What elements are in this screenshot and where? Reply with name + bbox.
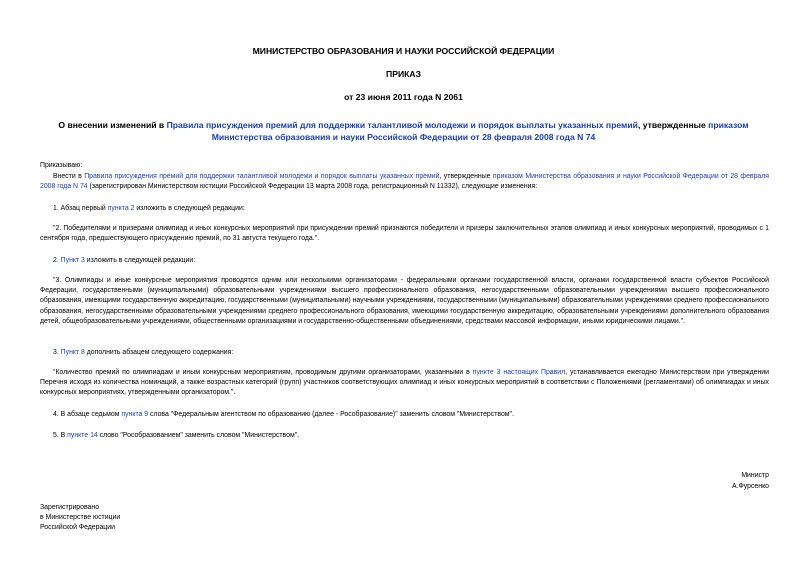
item-text: слово "Рособразованием" заменить словом "Министерством". (97, 432, 300, 439)
item-text: 1. Абзац первый (53, 205, 108, 212)
title-text: , утвержденные (637, 120, 709, 130)
quote-1: "2. Победителями и призерами олимпиад и иных конкурсных мероприятий при присуждении премий признаются победители и призеры заключительных этапов олимпиад и иных конкурсных мероприятий, проводимых с 1 сентября года, предшествующего присуждению премий, по 31 августа текущего года.". (40, 225, 769, 243)
item-text: слова "Федеральным агентством по образованию (далее - Рособразование)" заменить словом "Министерством". (148, 411, 514, 418)
signature-position: Министр (741, 472, 769, 479)
item-4 (53, 410, 514, 420)
item-1 (53, 204, 245, 214)
title-text: О внесении изменений в (58, 120, 167, 130)
item-4-link[interactable]: пункта 9 (121, 411, 149, 418)
item-text: дополнить абзацем следующего содержания: (84, 349, 234, 356)
intro-paragraph (40, 172, 769, 192)
item-text: изложить в следующей редакции: (84, 257, 196, 264)
item-3-link[interactable]: Пункт 8 (60, 349, 85, 356)
item-text: 5. В (53, 432, 68, 439)
item-5-link[interactable]: пункте 14 (67, 432, 98, 439)
quote-text: , устанавливается ежегодно Министерством при утверждении Перечня исходя из количества номинаций, а также возрастных категорий (групп) участников соответствующих олимпиад и иных конкурсных мероприятий в соответствии с Положениями (регламентами) об олимпиадах и иных конкурсных мероприятиях, утвержденными организатором.". (40, 369, 770, 397)
item-text: 4. В абзаце седьмом (53, 411, 122, 418)
ministry-heading: МИНИСТЕРСТВО ОБРАЗОВАНИЯ И НАУКИ РОССИЙСКОЙ ФЕДЕРАЦИИ (252, 46, 555, 56)
registration-line-3: Российской Федерации (40, 524, 115, 531)
item-text: 2. (53, 257, 61, 264)
intro-text: , утвержденные (439, 173, 493, 180)
document-title (40, 119, 767, 143)
quote-text: "Количество премий по олимпиадам и иным конкурсным мероприятиям, проводимым другими организаторами, указанными в (53, 369, 473, 376)
item-1-link[interactable]: пункта 2 (107, 205, 135, 212)
item-3 (53, 348, 233, 358)
intro-rules-link[interactable]: Правила присуждения премий для поддержки талантливой молодежи и порядок выплаты указанных премий (84, 173, 440, 180)
title-rules-link[interactable]: Правила присуждения премий для поддержки талантливой молодежи и порядок выплаты указанных премий (166, 120, 638, 130)
item-5 (53, 431, 299, 441)
intro-text: (зарегистрирован Министерством юстиции Российской Федерации 13 марта 2008 года, регистрационный N 11332), следующие изменения: (87, 183, 538, 191)
registration-line-2: в Министерстве юстиции (40, 514, 121, 521)
title-order-link[interactable]: приказом Министерства образования и науки Российской Федерации от 28 февраля 2008 года N 74 (211, 120, 749, 142)
signature-name: А.Фурсенко (732, 483, 769, 490)
item-2-link[interactable]: Пункт 3 (60, 257, 85, 264)
item-2 (53, 256, 195, 266)
date-number-heading: от 23 июня 2011 года N 2061 (344, 92, 463, 102)
orders-line: Приказываю: (40, 162, 83, 169)
quote-2: "3. Олимпиады и иные конкурсные мероприятия проводятся одним или несколькими организаторами - федеральными органами государственной власти, органами государственной власти субъектов Российской Федерации, государственными (муниципальными) образовательными учреждениями высшего профессионального образования, негосударственными образовательными учреждениями высшего профессионального образования, имеющими государственную аккредитацию, государственными (муниципальными) научными учреждениями, государственными (муниципальными) образовательными учреждениями среднего профессионального образования, негосударственными образовательными учреждениями среднего профессионального образования, имеющими государственную аккредитацию, образовательными учреждениями дополнительного образования детей, общеобразовательными учреждениями, общественными организациями и государственно-общественными объединениями, средствами массовой информации, иными юридическими лицами.". (40, 277, 769, 325)
item-text: изложить в следующей редакции: (134, 205, 245, 212)
registration-line-1: Зарегистрировано (40, 504, 100, 511)
doc-type-heading: ПРИКАЗ (386, 69, 421, 79)
intro-text: Внести в (53, 173, 85, 180)
quote-3 (40, 368, 769, 399)
quote-3-link[interactable]: пункте 3 настоящих Правил (472, 369, 566, 376)
item-text: 3. (53, 349, 61, 356)
intro-order-link[interactable]: приказом Министерства образования и науки Российской Федерации от 28 февраля 2008 года N 74 (40, 173, 770, 191)
